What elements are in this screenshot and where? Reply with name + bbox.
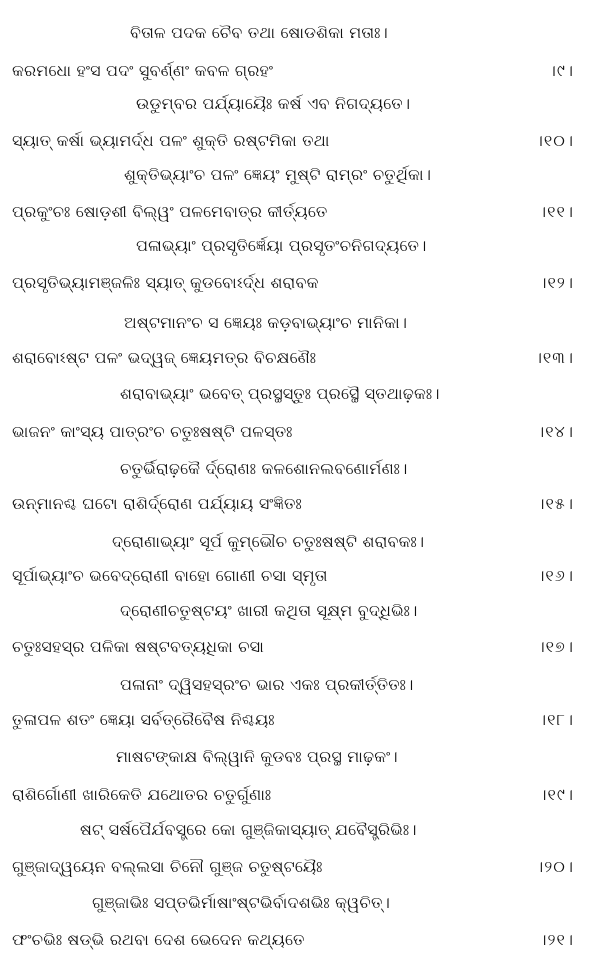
verse-number: ।୨୧।: [539, 930, 574, 949]
verse-line: ପ୍ରକୁଂଚଃ ଷୋଡ଼ଶୀ ବିଲ୍ୱଂ ପଳମେବାତ୍ର କୀର୍ତ୍ୟତେ: [12, 202, 328, 221]
verse-number: ।୧୯।: [539, 785, 574, 804]
verse-line: କରମଧୋ ହଂସ ପଦଂ ସୁବର୍ଣ୍ଣଂ କବଳ ଗ୍ରହଂ: [12, 61, 274, 80]
verse-line: ପଳାଭ୍ୟାଂ ପ୍ରସୃତିର୍ଜ୍ଞେୟା ପ୍ରସୃତଂଚନିଗଦ୍ୟତେ।: [136, 236, 427, 255]
verse-number: ।୧୫।: [537, 494, 574, 513]
verse-line: ଗୁଞ୍ଜାଦ୍ୱୟେନ ବଲ୍ଲସା ଚିନୌ ଗୁଞ୍ଜ ଚତୁଷ୍ଟୟୈଃ: [12, 857, 323, 876]
verse-number: ।୧୦।: [535, 131, 574, 150]
verse-line: ଉଡୁମ୍ବର ପର୍ଯ୍ୟାୟୈଃ କର୍ଷ ଏବ ନିଗଦ୍ୟତେ।: [136, 94, 411, 113]
verse-line: ଶରାବାଭ୍ୟାଂ ଭବେତ୍ ପ୍ରସ୍ଥସ୍ତୁଃ ପ୍ରସ୍ଥୈ ସ୍ତଥାଢ଼କଃ।: [120, 384, 440, 403]
verse-number: ।୧୭।: [537, 637, 574, 656]
verse-line: ରାଶିର୍ଗୋଣୀ ଖାରିକେତି ଯଥୋତର ଚତୁର୍ଗୁଣାଃ: [12, 785, 272, 804]
verse-line: ଗୁଞ୍ଜାଭିଃ ସପ୍ତଭିର୍ମାଷାଂଷ୍ଟଭିର୍ବାଦଶଭିଃ କ୍ୱଚିତ୍।: [92, 893, 391, 912]
verse-line: ପଳାନାଂ ଦ୍ୱିସହସ୍ରଂଚ ଭାର ଏକଃ ପ୍ରକୀର୍ତ୍ତିତଃ।: [120, 675, 414, 694]
verse-line: ଶରାବୋଽଷ୍ଟ ପଳଂ ଭଦ୍ୱଜ୍ ଜ୍ଞେୟମତ୍ର ବିଚକ୍ଷଣୈଃ: [12, 348, 317, 367]
verse-line: ଶୁକ୍ତିଭ୍ୟାଂଚ ପଳଂ ଜ୍ଞେୟଂ ମୁଷ୍ଟି ରାମ୍ରଂ ଚତୁର୍ଥିକା।: [124, 165, 432, 184]
verse-number: ।୧୧।: [538, 202, 574, 221]
verse-line: ଦ୍ରୋଣୀଚତୁଷ୍ଟୟଂ ଖାରୀ କଥିତା ସୂକ୍ଷ୍ମ ବୁଦ୍ଧିଭିଃ।: [120, 601, 418, 620]
verse-line: ପ୍ରସୃତିଭ୍ୟାମଞ୍ଜଳିଃ ସ୍ୟାତ୍ କୁଡବୋଽର୍ଦ୍ଧ ଶରାବକ: [12, 273, 319, 292]
verse-line: ଚତୁଃସହସ୍ର ପଳିକା ଷଷ୍ଟବତ୍ୟଧିକା ଚସା: [12, 637, 264, 656]
verse-line: ଉନ୍ମାନଶ୍ଚ ଘଟୋ ରାଶିର୍ଦ୍ରୋଣ ପର୍ଯ୍ୟାୟ ସଂଜ୍ଞିତଃ: [12, 494, 302, 513]
verse-line: ଫଂଚଭିଃ ଷଡ୍ଭି ରଥବା ଦେଶ ଭେଦେନ କଥ୍ୟତେ: [12, 930, 305, 949]
verse-line: ଦ୍ରୋଣାଭ୍ୟାଂ ସୂର୍ପ କୁମ୍ଭୌଚ ଚତୁଃଷଷ୍ଟି ଶରାବକଃ।: [112, 532, 425, 551]
verse-number: ।୧୩।: [534, 348, 574, 367]
verse-number: ।୧୨।: [539, 273, 574, 292]
verse-line: ମାଷଟଙ୍କାକ୍ଷ ବିଲ୍ୱାନି କୁଡବଃ ପ୍ରସ୍ଥ ମାଢ଼କଂ।: [116, 747, 398, 766]
verse-line: ସୂର୍ପାଭ୍ୟାଂଚ ଭବେଦ୍ରୋଣୀ ବାହୋ ଗୋଣୀ ଚସା ସ୍ମୃତା: [12, 566, 328, 585]
verse-number: ।୧୬।: [537, 566, 574, 585]
verse-number: ।୯।: [548, 61, 574, 80]
verse-number: ।୧୮।: [538, 710, 574, 729]
verse-number: ।୧୪।: [537, 422, 574, 441]
verse-line: ଷଟ୍ ସର୍ଷପୈର୍ଯବସ୍ତ୍ରେ କୋ ଗୁଞ୍ଜିକାସ୍ୟାତ୍ ଯବୈସ୍ତ୍ରିଭିଃ।: [80, 820, 417, 839]
verse-line: ଭାଜନଂ କାଂସ୍ୟ ପାତ୍ରଂଚ ଚତୁଃଷଷ୍ଟି ପଳସ୍ତଃ: [12, 422, 293, 441]
verse-line: ବିତାଳ ପଦକ ଚୈବ ତଥା ଷୋଡଶିକା ମତାଃ।: [130, 23, 388, 42]
verse-line: ତୁଳାପଳ ଶତଂ ଜ୍ଞେୟା ସର୍ବତ୍ରୈବୈଷ ନିଶ୍ଚୟଃ: [12, 710, 275, 729]
verse-number: ।୨୦।: [536, 857, 574, 876]
verse-line: ସ୍ୟାତ୍ କର୍ଷା ଭ୍ୟାମର୍ଦ୍ଧ ପଳଂ ଶୁକ୍ତି ରଷ୍ଟମିକା ତଥା: [12, 131, 330, 150]
verse-line: ଚତୁର୍ଭିରାଢ଼କୈ ର୍ଦ୍ରୋଣଃ କଳଶୋନଲବଣୋର୍ମଣଃ।: [120, 459, 408, 478]
verse-line: ଅଷ୍ଟମାନଂଚ ସ ଜ୍ଞେୟଃ କଡ଼ବାଭ୍ୟାଂଚ ମାନିକା।: [124, 313, 408, 332]
